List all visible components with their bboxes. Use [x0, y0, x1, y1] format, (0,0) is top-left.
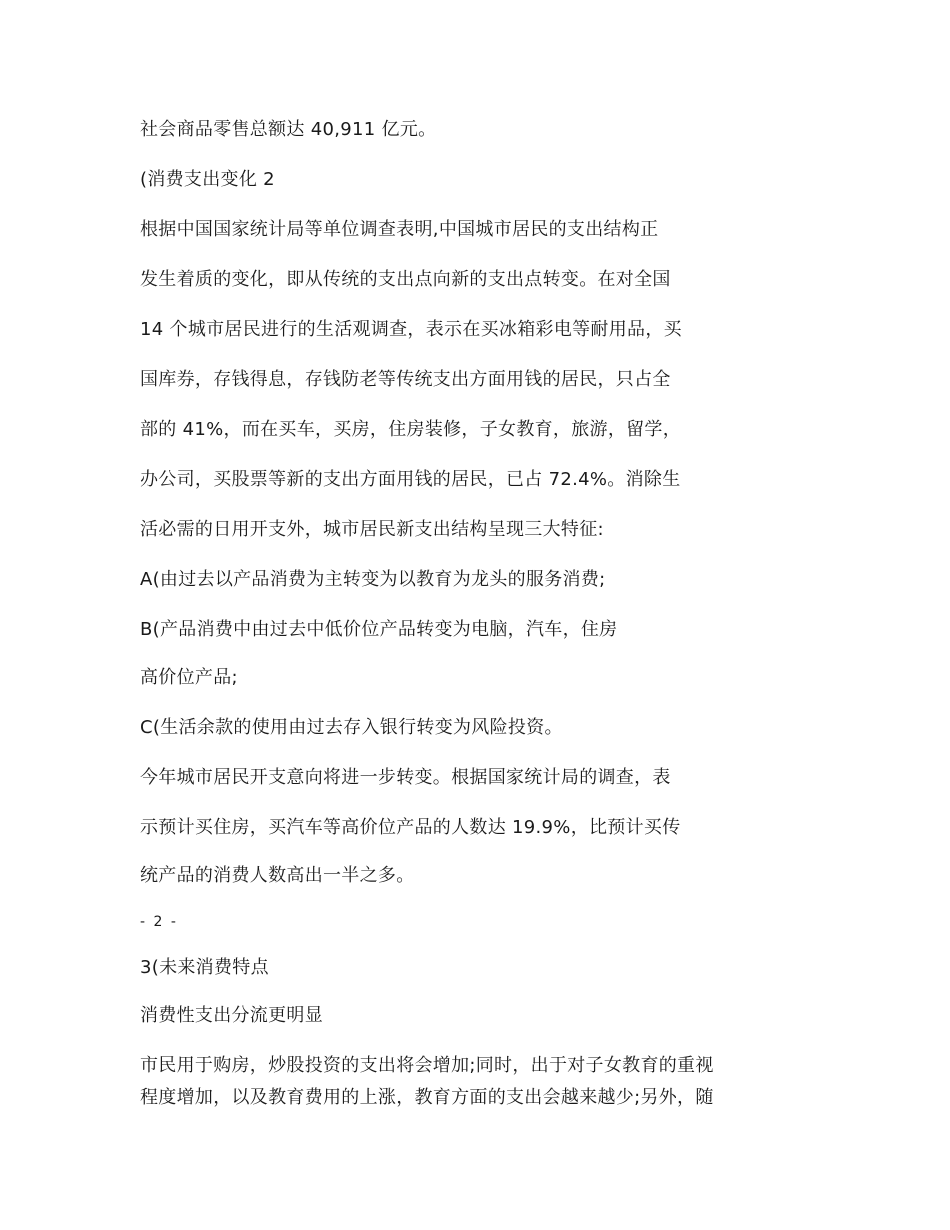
text-line: A(由过去以产品消费为主转变为以教育为龙头的服务消费;	[140, 569, 606, 590]
text-line: 14 个城市居民进行的生活观调查，表示在买冰箱彩电等耐用品，买	[140, 319, 682, 340]
section-heading: 3(未来消费特点	[140, 957, 269, 978]
text-line: 程度增加，以及教育费用的上涨，教育方面的支出会越来越少;另外，随	[140, 1087, 714, 1108]
text-line: 根据中国国家统计局等单位调查表明,中国城市居民的支出结构正	[140, 219, 659, 240]
subsection-heading: 消费性支出分流更明显	[140, 1005, 323, 1026]
text-line: 社会商品零售总额达 40,911 亿元。	[140, 119, 437, 140]
text-line: 今年城市居民开支意向将进一步转变。根据国家统计局的调查，表	[140, 767, 671, 788]
text-line: 国库券，存钱得息，存钱防老等传统支出方面用钱的居民，只占全	[140, 369, 671, 390]
text-line: C(生活余款的使用由过去存入银行转变为风险投资。	[140, 717, 563, 738]
text-line: 市民用于购房，炒股投资的支出将会增加;同时，出于对子女教育的重视	[140, 1055, 714, 1076]
text-line: 部的 41%，而在买车，买房，住房装修，子女教育，旅游，留学，	[140, 419, 682, 440]
text-line: 高价位产品;	[140, 667, 238, 688]
text-line: 活必需的日用开支外，城市居民新支出结构呈现三大特征:	[140, 519, 604, 540]
text-line: B(产品消费中由过去中低价位产品转变为电脑，汽车，住房	[140, 619, 618, 640]
text-line: 示预计买住房，买汽车等高价位产品的人数达 19.9%，比预计买传	[140, 817, 681, 838]
page-number: - 2 -	[140, 914, 178, 930]
text-line: 办公司，买股票等新的支出方面用钱的居民，已占 72.4%。消除生	[140, 469, 681, 490]
text-line: (消费支出变化 2	[140, 169, 275, 190]
text-line: 发生着质的变化，即从传统的支出点向新的支出点转变。在对全国	[140, 269, 671, 290]
text-line: 统产品的消费人数高出一半之多。	[140, 865, 415, 886]
